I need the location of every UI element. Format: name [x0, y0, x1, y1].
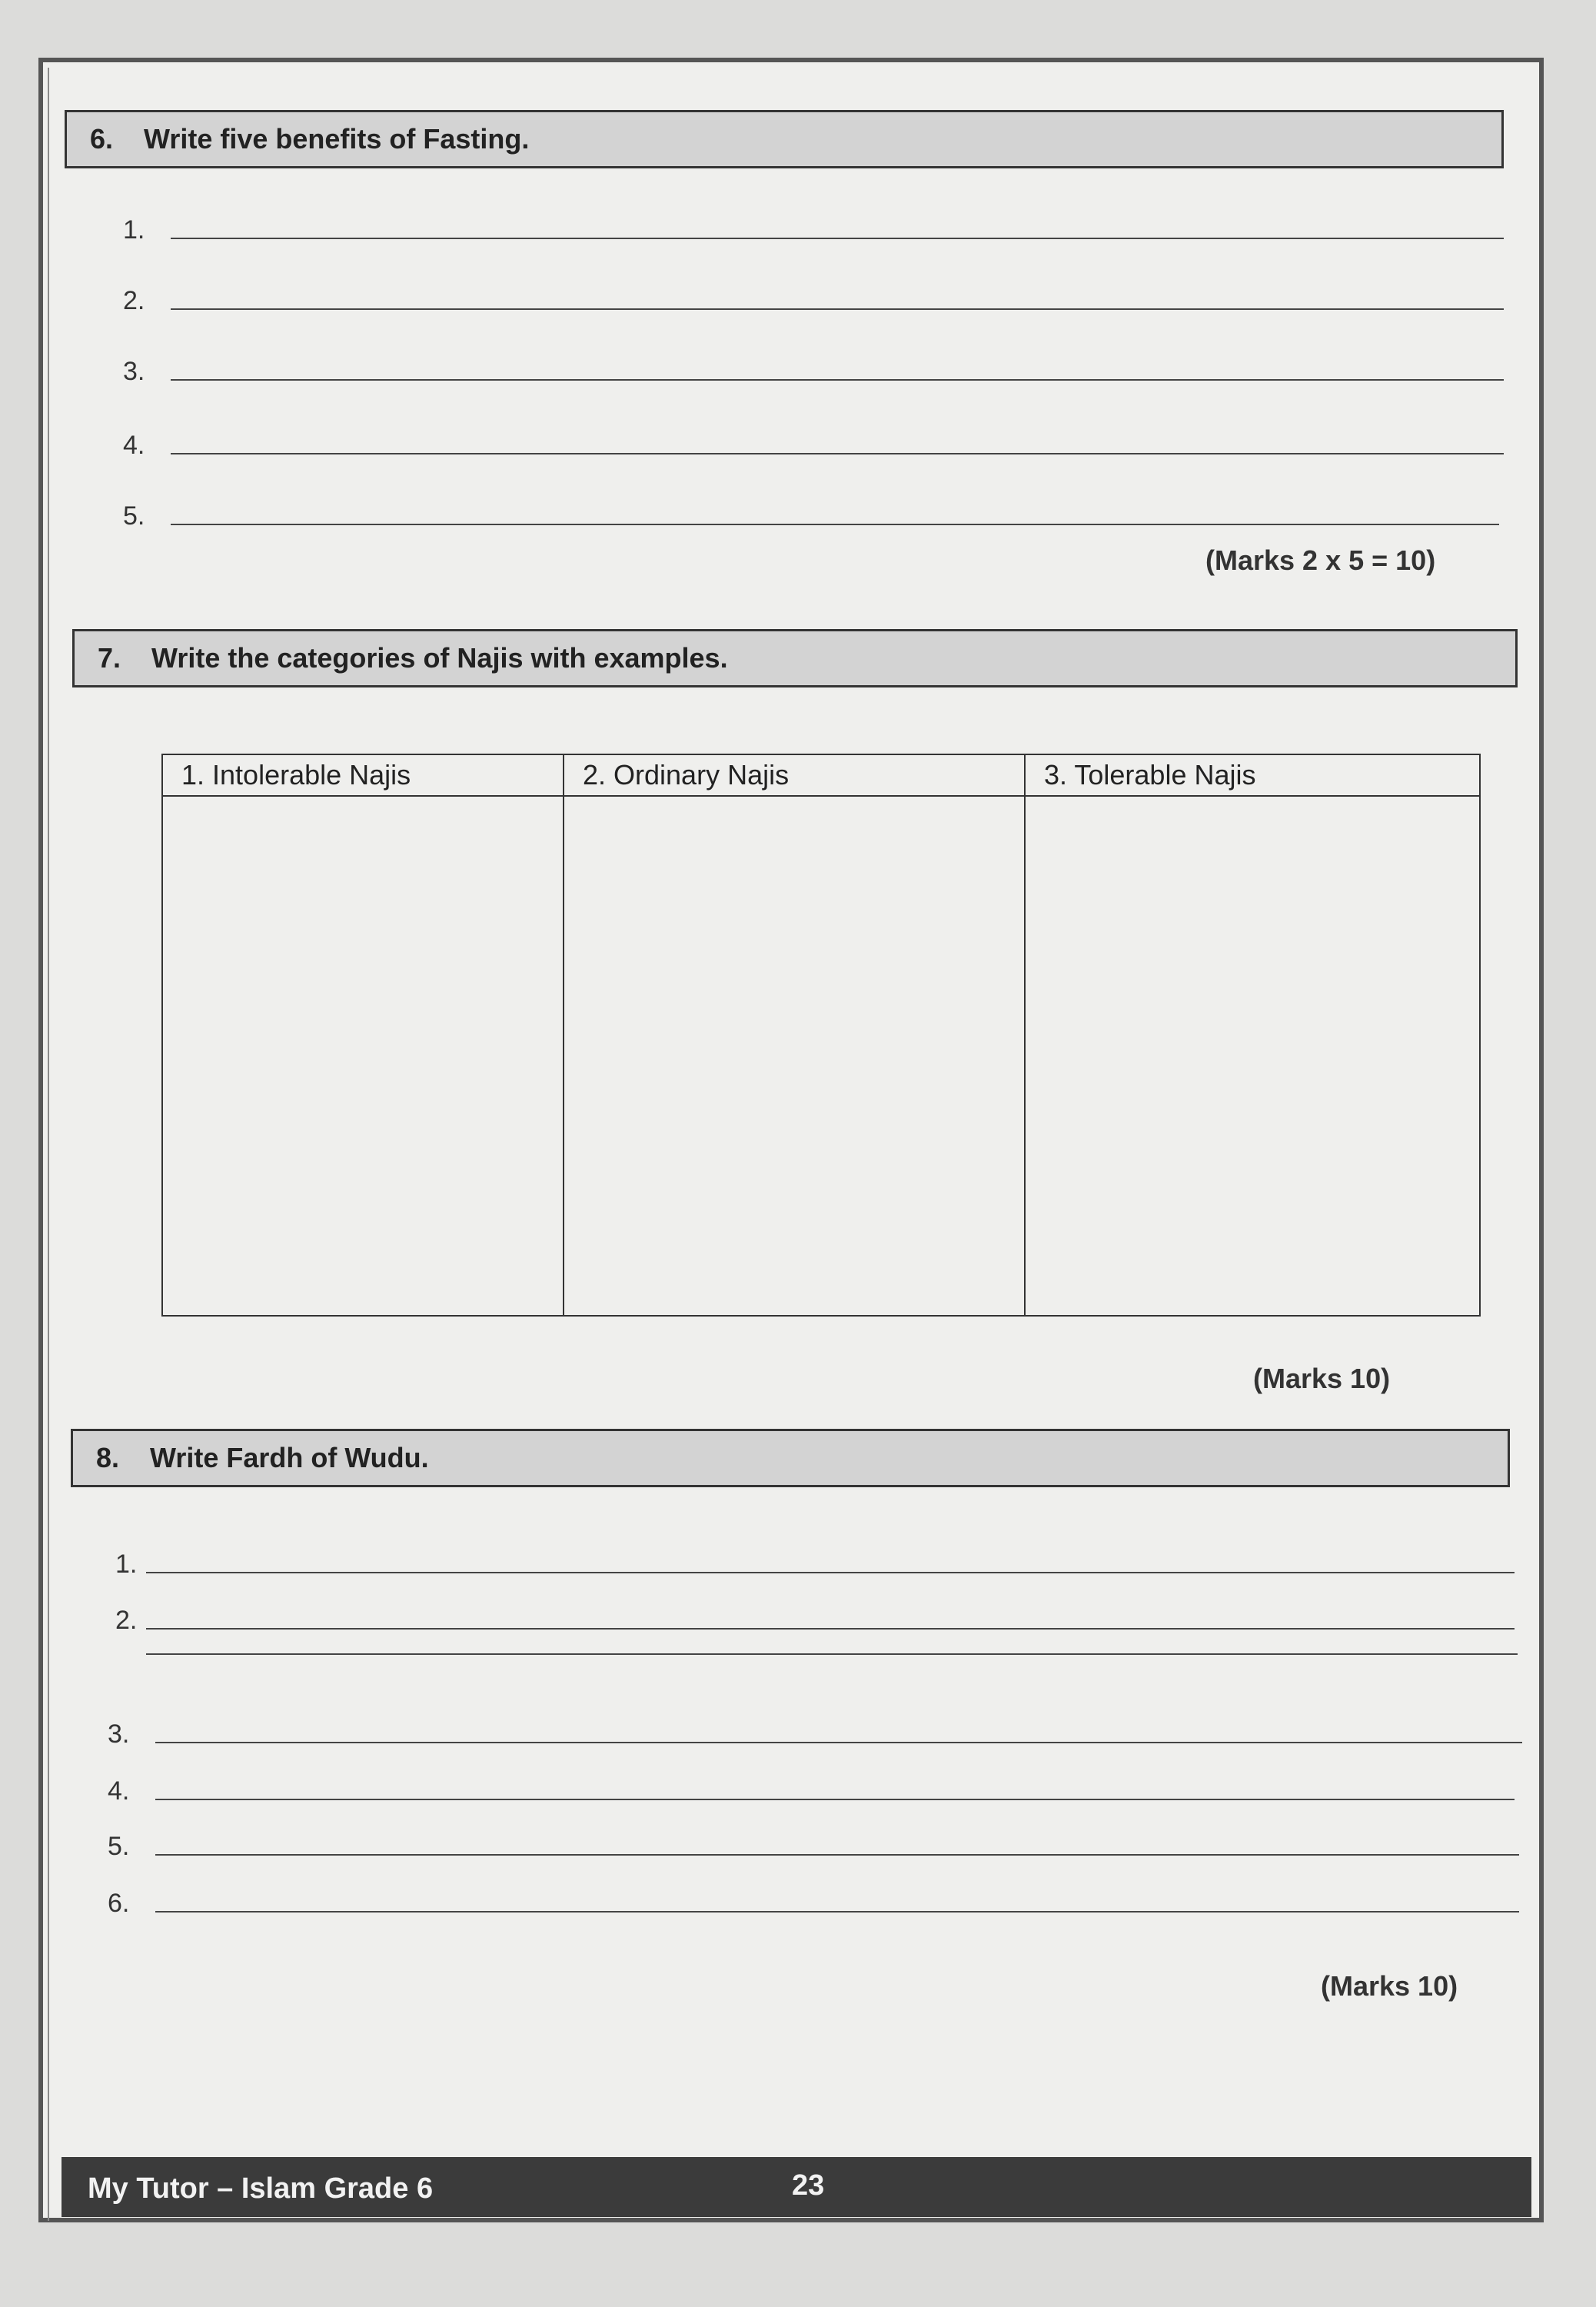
- question-7-header: [72, 629, 1518, 687]
- answer-line-number: 4.: [108, 1776, 130, 1806]
- answer-line-number: 5.: [108, 1832, 130, 1861]
- question-6-marks: (Marks 2 x 5 = 10): [1205, 544, 1436, 576]
- answer-line-q6-2[interactable]: [123, 286, 1504, 316]
- answer-line-q8-2[interactable]: [115, 1606, 1515, 1636]
- question-6-header: [65, 110, 1504, 168]
- answer-line-q6-4[interactable]: [123, 431, 1504, 461]
- answer-line-number: 1.: [115, 1550, 138, 1579]
- answer-line-q6-1[interactable]: [123, 215, 1504, 245]
- answer-cell-intolerable[interactable]: [162, 796, 564, 1316]
- column-header-intolerable: 1. Intolerable Najis: [162, 754, 564, 796]
- book-title: My Tutor – Islam Grade 6: [88, 2172, 434, 2205]
- answer-line-q8-6[interactable]: [108, 1889, 1519, 1919]
- answer-line-number: 2.: [123, 286, 145, 315]
- answer-line-q8-3[interactable]: [108, 1719, 1522, 1749]
- question-7-marks: (Marks 10): [1253, 1363, 1391, 1394]
- answer-line-q8-2-continued[interactable]: [146, 1653, 1518, 1661]
- answer-cell-ordinary[interactable]: [564, 796, 1025, 1316]
- answer-line-number: 2.: [115, 1606, 138, 1635]
- question-7-text: Write the categories of Najis with examples.: [151, 642, 728, 674]
- najis-categories-table: [161, 754, 1481, 1317]
- answer-line-q8-5[interactable]: [108, 1832, 1519, 1862]
- answer-line-number: 6.: [108, 1889, 130, 1918]
- answer-line-q6-3[interactable]: [123, 357, 1504, 387]
- question-6-text: Write five benefits of Fasting.: [144, 123, 530, 155]
- answer-line-number: 3.: [108, 1719, 130, 1749]
- answer-line-q8-1[interactable]: [115, 1550, 1515, 1580]
- question-7-number: 7.: [98, 642, 121, 674]
- answer-cell-tolerable[interactable]: [1025, 796, 1480, 1316]
- question-8-marks: (Marks 10): [1321, 1970, 1458, 2002]
- answer-line-q6-5[interactable]: [123, 501, 1499, 531]
- answer-line-number: 3.: [123, 357, 145, 386]
- table-answer-row: [162, 796, 1480, 1316]
- answer-line-number: 1.: [123, 215, 145, 245]
- table-header-row: [162, 754, 1480, 796]
- answer-line-q8-4[interactable]: [108, 1776, 1515, 1806]
- question-8-header: [71, 1429, 1510, 1487]
- column-header-ordinary: 2. Ordinary Najis: [564, 754, 1025, 796]
- answer-line-number: 4.: [123, 431, 145, 460]
- page-number: 23: [792, 2169, 825, 2202]
- answer-line-number: 5.: [123, 501, 145, 531]
- page-footer: [62, 2157, 1531, 2217]
- question-8-number: 8.: [96, 1442, 120, 1473]
- column-header-tolerable: 3. Tolerable Najis: [1025, 754, 1480, 796]
- question-8-text: Write Fardh of Wudu.: [150, 1442, 429, 1473]
- question-6-number: 6.: [90, 123, 114, 155]
